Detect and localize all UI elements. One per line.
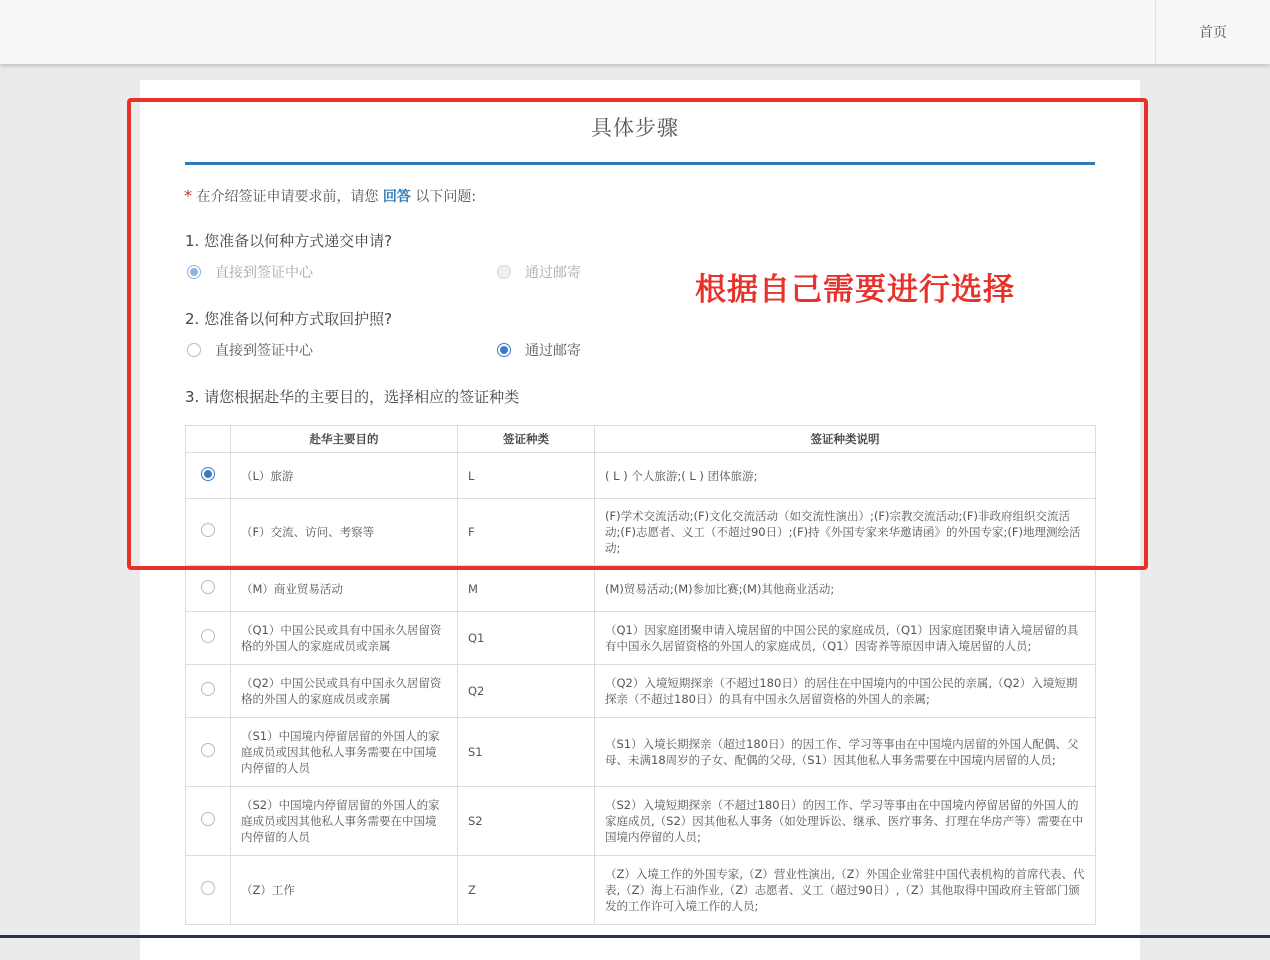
radio-button[interactable] xyxy=(187,343,201,357)
row-select[interactable] xyxy=(186,453,231,499)
title-divider xyxy=(185,162,1095,165)
row-description: （Z）入境工作的外国专家,（Z）营业性演出,（Z）外国企业常驻中国代表机构的首席代表、代表,（Z）海上石油作业,（Z）志愿者、义工（超过90日）,（Z）其他取得中国政府主管部门颁发的工作许可入境工作的人员; xyxy=(595,856,1096,925)
radio-button[interactable] xyxy=(497,343,511,357)
table-row[interactable] xyxy=(186,612,1096,665)
row-description: （Q2）入境短期探亲（不超过180日）的居住在中国境内的中国公民的亲属,（Q2）入境短期探亲（不超过180日）的具有中国永久居留资格的外国人的亲属; xyxy=(595,665,1096,718)
row-select[interactable] xyxy=(186,856,231,925)
option-label: 通过邮寄 xyxy=(525,343,581,359)
table-row[interactable] xyxy=(186,566,1096,612)
row-visa-code: Q1 xyxy=(458,612,595,665)
required-asterisk: * xyxy=(184,186,192,205)
table-row[interactable] xyxy=(186,453,1096,499)
row-visa-code: Q2 xyxy=(458,665,595,718)
row-select[interactable] xyxy=(186,787,231,856)
option-label: 直接到签证中心 xyxy=(215,343,313,359)
row-description: （S1）入境长期探亲（超过180日）的因工作、学习等事由在中国境内居留的外国人配偶、父母、未满18周岁的子女、配偶的父母,（S1）因其他私人事务需要在中国境内居留的人员; xyxy=(595,718,1096,787)
option-label: 通过邮寄 xyxy=(525,265,581,281)
section-title: 具体步骤 xyxy=(591,116,679,140)
radio-button[interactable] xyxy=(201,467,215,481)
intro-after: 以下问题: xyxy=(415,189,477,205)
row-visa-code: M xyxy=(458,566,595,612)
row-purpose: （L）旅游 xyxy=(231,453,458,499)
q1-option-mail[interactable] xyxy=(497,262,581,282)
row-description: （Q1）因家庭团聚申请入境居留的中国公民的家庭成员,（Q1）因家庭团聚申请入境居留的具有中国永久居留资格的外国人的家庭成员,（Q1）因寄养等原因申请入境居留的人员; xyxy=(595,612,1096,665)
row-description: ( L ) 个人旅游;( L ) 团体旅游; xyxy=(595,453,1096,499)
row-visa-code: F xyxy=(458,499,595,566)
option-label: 直接到签证中心 xyxy=(215,265,313,281)
question-2-label: 2. 您准备以何种方式取回护照? xyxy=(185,310,393,328)
row-select[interactable] xyxy=(186,612,231,665)
table-row[interactable] xyxy=(186,787,1096,856)
row-purpose: （Z）工作 xyxy=(231,856,458,925)
intro-before: 在介绍签证申请要求前，请您 xyxy=(196,189,379,205)
header-select xyxy=(186,426,231,453)
header-visa-type: 签证种类 xyxy=(458,426,595,453)
row-purpose: （F）交流、访问、考察等 xyxy=(231,499,458,566)
row-description: (M)贸易活动;(M)参加比赛;(M)其他商业活动; xyxy=(595,566,1096,612)
radio-button[interactable] xyxy=(201,682,215,696)
radio-button[interactable] xyxy=(201,743,215,757)
radio-button[interactable] xyxy=(201,523,215,537)
top-navigation-bar xyxy=(0,0,1270,64)
radio-button[interactable] xyxy=(201,881,215,895)
row-purpose: （Q1）中国公民或具有中国永久居留资格的外国人的家庭成员或亲属 xyxy=(231,612,458,665)
radio-button[interactable] xyxy=(497,265,511,279)
annotation-note: 根据自己需要进行选择 xyxy=(695,272,1015,308)
row-visa-code: S1 xyxy=(458,718,595,787)
q1-option-visa-center[interactable] xyxy=(187,262,313,282)
radio-button[interactable] xyxy=(187,265,201,279)
q2-option-mail[interactable] xyxy=(497,340,581,360)
row-select[interactable] xyxy=(186,718,231,787)
row-select[interactable] xyxy=(186,665,231,718)
home-link[interactable]: 首页 xyxy=(1155,0,1270,64)
row-select[interactable] xyxy=(186,499,231,566)
table-row[interactable] xyxy=(186,665,1096,718)
table-row[interactable] xyxy=(186,718,1096,787)
radio-button[interactable] xyxy=(201,812,215,826)
table-header-row xyxy=(186,426,1096,453)
row-visa-code: Z xyxy=(458,856,595,925)
radio-button[interactable] xyxy=(201,629,215,643)
table-row[interactable] xyxy=(186,499,1096,566)
question-1-label: 1. 您准备以何种方式递交申请? xyxy=(185,232,393,250)
table-row[interactable] xyxy=(186,856,1096,925)
header-description: 签证种类说明 xyxy=(595,426,1096,453)
q2-option-visa-center[interactable] xyxy=(187,340,313,360)
intro-text xyxy=(184,186,476,206)
row-purpose: （Q2）中国公民或具有中国永久居留资格的外国人的家庭成员或亲属 xyxy=(231,665,458,718)
question-3-label: 3. 请您根据赴华的主要目的，选择相应的签证种类 xyxy=(185,388,520,406)
intro-answer: 回答 xyxy=(382,189,411,205)
visa-type-table xyxy=(185,425,1096,925)
row-visa-code: L xyxy=(458,453,595,499)
row-description: (F)学术交流活动;(F)文化交流活动（如交流性演出）;(F)宗教交流活动;(F)非政府组织交流活动;(F)志愿者、义工（不超过90日）;(F)持《外国专家来华邀请函》的外国专家;(F)地理测绘活动; xyxy=(595,499,1096,566)
radio-button[interactable] xyxy=(201,580,215,594)
row-visa-code: S2 xyxy=(458,787,595,856)
row-purpose: （S1）中国境内停留居留的外国人的家庭成员或因其他私人事务需要在中国境内停留的人员 xyxy=(231,718,458,787)
row-description: （S2）入境短期探亲（不超过180日）的因工作、学习等事由在中国境内停留居留的外国人的家庭成员,（S2）因其他私人事务（如处理诉讼、继承、医疗事务、打理在华房产等）需要在中国境内停留的人员; xyxy=(595,787,1096,856)
row-purpose: （S2）中国境内停留居留的外国人的家庭成员或因其他私人事务需要在中国境内停留的人员 xyxy=(231,787,458,856)
header-purpose: 赴华主要目的 xyxy=(231,426,458,453)
row-purpose: （M）商业贸易活动 xyxy=(231,566,458,612)
row-select[interactable] xyxy=(186,566,231,612)
